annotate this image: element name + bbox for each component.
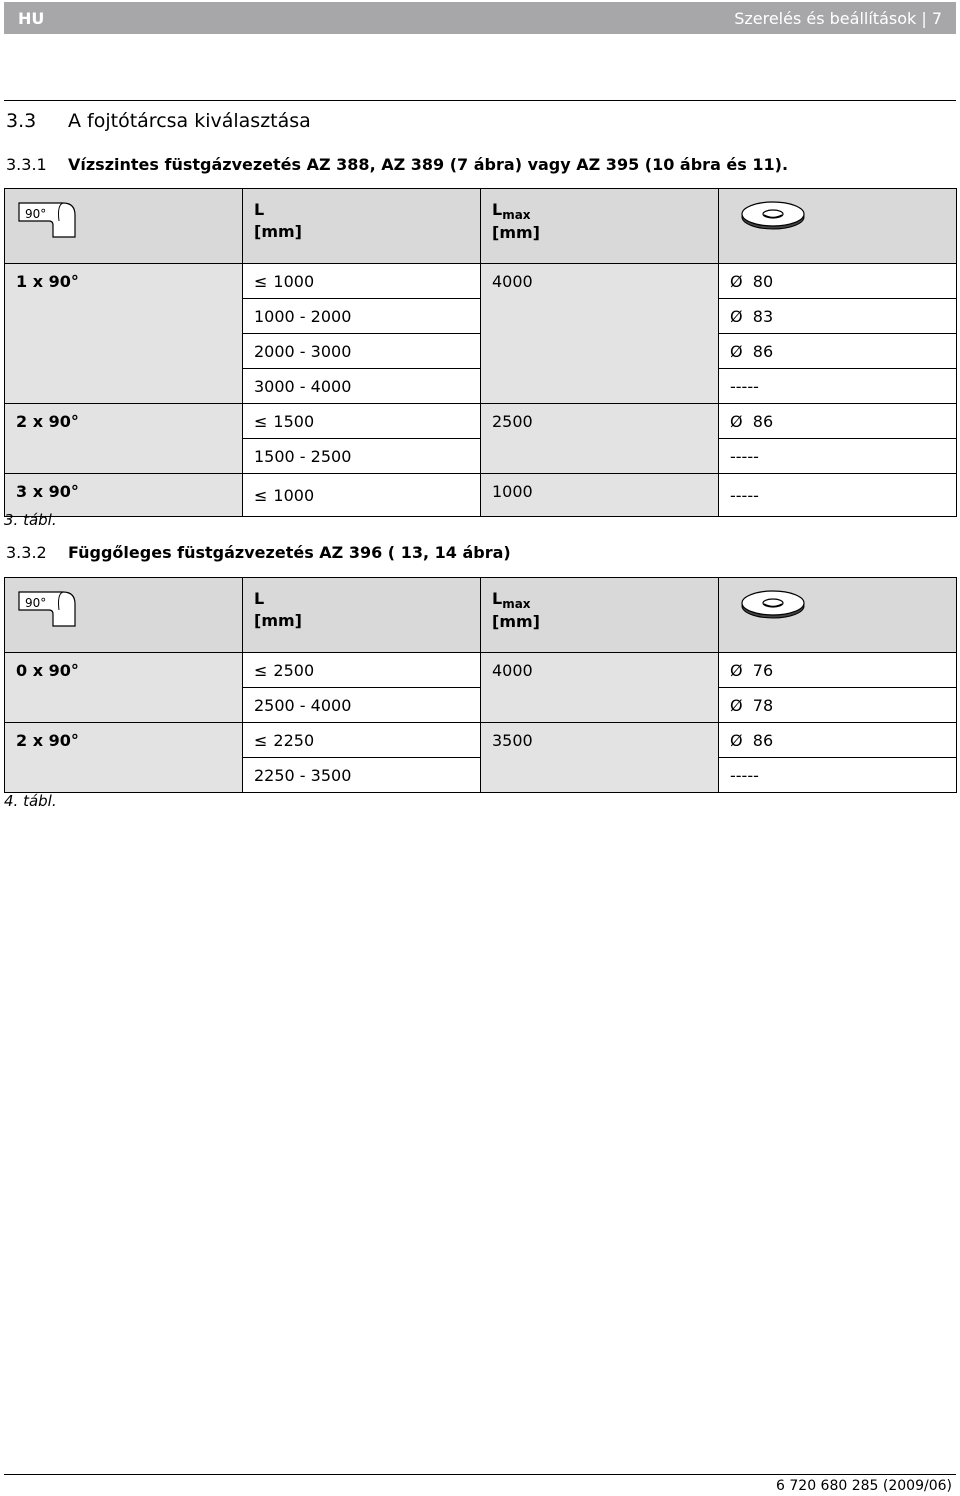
- length-cell: [243, 723, 481, 758]
- elbow-90-icon: [17, 199, 79, 239]
- orifice-header-cell: [719, 189, 957, 264]
- bend-count-cell: 2 x 90°: [5, 723, 243, 793]
- section-heading: 3.3 A fojtótárcsa kiválasztása: [6, 110, 311, 132]
- max-length-cell: 1000: [481, 474, 719, 517]
- max-length-cell: 2500: [481, 404, 719, 474]
- orifice-cell: -----: [719, 439, 957, 474]
- table-row: [5, 653, 957, 688]
- length-cell: [243, 439, 481, 474]
- le-symbol: ≤: [254, 271, 268, 291]
- orifice-cell: Ø 86: [719, 404, 957, 439]
- angle-label: 90°: [25, 596, 47, 610]
- length-value: 2500: [273, 660, 315, 680]
- orifice-cell: -----: [719, 474, 957, 517]
- max-length-cell: 3500: [481, 723, 719, 793]
- le-symbol: ≤: [254, 485, 268, 505]
- orifice-header-cell: [719, 578, 957, 653]
- orifice-cell: Ø 76: [719, 653, 957, 688]
- document-number: 6 720 680 285 (2009/06): [776, 1478, 952, 1494]
- section-rule: [4, 100, 956, 101]
- page-header: [4, 2, 956, 34]
- length-value: 1000 - 2000: [254, 306, 352, 326]
- length-value: 2500 - 4000: [254, 695, 352, 715]
- orifice-cell: Ø 86: [719, 723, 957, 758]
- length-value: 2250: [273, 730, 315, 750]
- length-cell: [243, 299, 481, 334]
- table-row: [5, 723, 957, 758]
- orifice-disc-icon: [740, 199, 806, 231]
- orifice-cell: Ø 80: [719, 264, 957, 299]
- bend-count-cell: 0 x 90°: [5, 653, 243, 723]
- table-row: [5, 264, 957, 299]
- angle-header-cell: [5, 578, 243, 653]
- bend-count-cell: 1 x 90°: [5, 264, 243, 404]
- length-cell: [243, 264, 481, 299]
- orifice-cell: -----: [719, 369, 957, 404]
- angle-label: 90°: [25, 207, 47, 221]
- length-header-cell: L [mm]: [243, 189, 481, 264]
- length-cell: [243, 404, 481, 439]
- table-3-caption: 3. tábl.: [4, 511, 57, 529]
- orifice-cell: Ø 83: [719, 299, 957, 334]
- length-cell: [243, 334, 481, 369]
- orifice-cell: -----: [719, 758, 957, 793]
- subsection-heading-1: 3.3.1 Vízszintes füstgázvezetés AZ 388, AZ 389 (7 ábra) vagy AZ 395 (10 ábra és 11).: [6, 155, 789, 174]
- length-value: 1000: [273, 485, 315, 505]
- orifice-cell: Ø 78: [719, 688, 957, 723]
- length-value: 1500 - 2500: [254, 446, 352, 466]
- length-cell: [243, 474, 481, 517]
- length-value: 2000 - 3000: [254, 341, 352, 361]
- length-cell: [243, 758, 481, 793]
- length-header-cell: L [mm]: [243, 578, 481, 653]
- language-label: HU: [18, 9, 45, 28]
- bend-count-cell: 2 x 90°: [5, 404, 243, 474]
- length-cell: [243, 369, 481, 404]
- max-length-cell: 4000: [481, 264, 719, 404]
- bend-count-cell: 3 x 90°: [5, 474, 243, 517]
- table-4: [4, 577, 957, 793]
- orifice-disc-icon: [740, 588, 806, 620]
- le-symbol: ≤: [254, 660, 268, 680]
- le-symbol: ≤: [254, 411, 268, 431]
- orifice-cell: Ø 86: [719, 334, 957, 369]
- table-row: [5, 404, 957, 439]
- le-symbol: ≤: [254, 730, 268, 750]
- length-value: 1500: [273, 411, 315, 431]
- max-length-cell: 4000: [481, 653, 719, 723]
- footer-rule: [4, 1474, 956, 1475]
- length-cell: [243, 653, 481, 688]
- length-value: 1000: [273, 271, 315, 291]
- table-3: [4, 188, 957, 517]
- table-4-caption: 4. tábl.: [4, 792, 57, 810]
- elbow-90-icon: [17, 588, 79, 628]
- subsection-heading-2: 3.3.2 Függőleges füstgázvezetés AZ 396 ( 13, 14 ábra): [6, 543, 511, 562]
- max-length-header-cell: $L_{max}$ [mm]: [481, 578, 719, 653]
- length-cell: [243, 688, 481, 723]
- length-value: 2250 - 3500: [254, 765, 352, 785]
- table-row: [5, 474, 957, 517]
- length-value: 3000 - 4000: [254, 376, 352, 396]
- max-length-header-cell: $L_{max}$ [mm]: [481, 189, 719, 264]
- angle-header-cell: [5, 189, 243, 264]
- header-title: Szerelés és beállítások | 7: [734, 9, 942, 28]
